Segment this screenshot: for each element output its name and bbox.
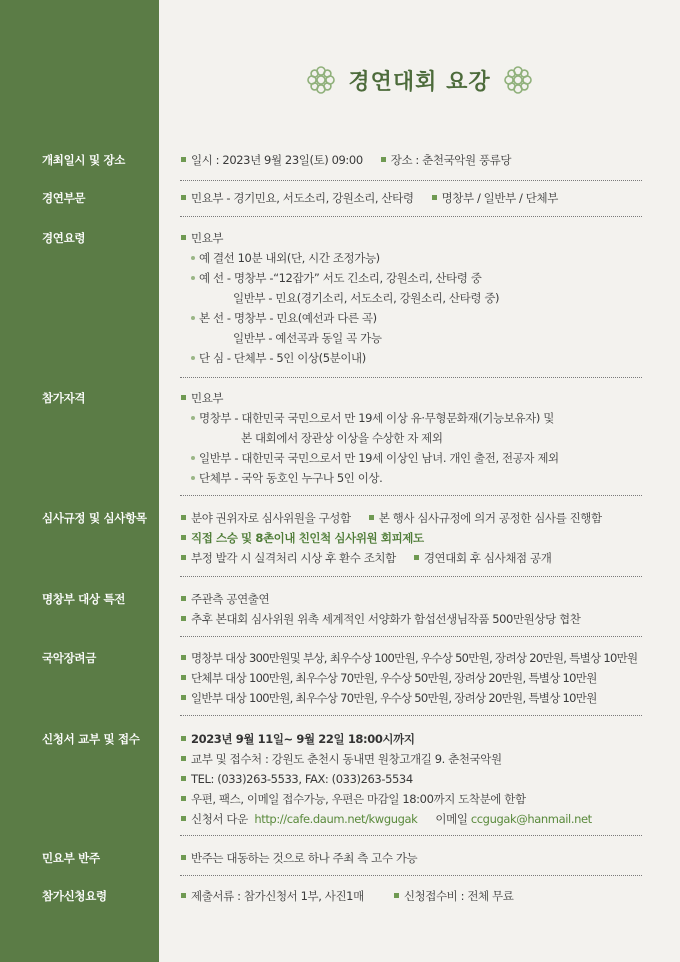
divider [180, 576, 642, 577]
email-link[interactable]: ccgugak@hanmail.net [470, 812, 592, 826]
bullet-icon [181, 195, 186, 200]
dot-icon [191, 316, 195, 320]
label-accompany: 민요부 반주 [42, 851, 100, 865]
bullet-icon [181, 235, 186, 240]
divider [180, 377, 642, 378]
dot-icon [191, 456, 195, 460]
qualification-line: 명창부 - 대한민국 국민으로서 만 19세 이상 유·무형문화재(기능보유자) 및 [181, 408, 630, 428]
method-line: 일반부 - 민요(경기소리, 서도소리, 강원소리, 산타령 중) [233, 291, 500, 305]
application-address: 교부 및 접수처 : 강원도 춘천시 동내면 원창고개길 9. 춘천국악원 [191, 752, 502, 766]
ornament-left-icon [306, 65, 336, 95]
bullet-icon [394, 893, 399, 898]
sidebar [0, 0, 159, 962]
bullet-icon [181, 776, 186, 781]
bullet-icon [181, 756, 186, 761]
bullet-icon [181, 395, 186, 400]
dot-icon [191, 356, 195, 360]
label-benefit: 명창부 대상 특전 [42, 592, 126, 606]
bullet-icon [181, 515, 186, 520]
ornament-right-icon [503, 65, 533, 95]
label-application: 신청서 교부 및 접수 [42, 732, 140, 746]
label-howto: 참가신청요령 [42, 889, 107, 903]
method-line: 일반부 - 예선곡과 동일 곡 가능 [233, 331, 382, 345]
bullet-icon [181, 893, 186, 898]
place-text: 장소 : 춘천국악원 풍류당 [390, 153, 512, 167]
application-method: 우편, 팩스, 이메일 접수가능, 우편은 마감일 18:00까지 도착분에 한함 [191, 792, 526, 806]
judging-highlight: 직접 스승 및 8촌이내 친인척 심사위원 회피제도 [191, 531, 424, 545]
dot-icon [191, 416, 195, 420]
bullet-icon [381, 157, 386, 162]
bullet-icon [369, 515, 374, 520]
method-head: 민요부 [191, 231, 224, 245]
bullet-icon [181, 616, 186, 621]
divider [180, 875, 642, 876]
page-title: 경연대회 요강 [348, 69, 491, 95]
divider [180, 636, 642, 637]
bullet-icon [181, 816, 186, 821]
divider [180, 835, 642, 836]
bullet-icon [181, 675, 186, 680]
label-category: 경연부문 [42, 191, 86, 205]
dot-icon [191, 476, 195, 480]
divider [180, 216, 642, 217]
date-text: 일시 : 2023년 9월 23일(토) 09:00 [191, 153, 363, 167]
download-link[interactable]: http://cafe.daum.net/kwgugak [254, 812, 418, 826]
label-judging: 심사규정 및 심사항목 [42, 511, 147, 525]
bullet-icon [181, 555, 186, 560]
qualification-line: 일반부 - 대한민국 국민으로서 만 19세 이상인 남녀. 개인 출전, 전공자 제외 [181, 448, 630, 468]
method-line: 예 결선 10분 내외(단, 시간 조정가능) [181, 248, 630, 268]
label-qualification: 참가자격 [42, 391, 86, 405]
method-line: 단 심 - 단체부 - 5인 이상(5분이내) [181, 348, 630, 368]
application-phone: TEL: (033)263-5533, FAX: (033)263-5534 [191, 772, 413, 786]
bullet-icon [181, 855, 186, 860]
divider [180, 715, 642, 716]
category-groups: 명창부 / 일반부 / 단체부 [441, 191, 558, 205]
label-prize: 국악장려금 [42, 651, 97, 665]
method-line: 본 선 - 명창부 - 민요(예선과 다른 곡) [181, 308, 630, 328]
dot-icon [191, 276, 195, 280]
divider [180, 495, 642, 496]
application-period: 2023년 9월 11일~ 9월 22일 18:00시까지 [191, 732, 415, 746]
bullet-icon [181, 796, 186, 801]
bullet-icon [181, 596, 186, 601]
category-minyo: 민요부 - 경기민요, 서도소리, 강원소리, 산타령 [191, 191, 414, 205]
qualification-head: 민요부 [191, 391, 224, 405]
bullet-icon [181, 695, 186, 700]
bullet-icon [181, 655, 186, 660]
bullet-icon [432, 195, 437, 200]
bullet-icon [181, 157, 186, 162]
divider [180, 180, 642, 181]
qualification-line: 본 대회에서 장관상 이상을 수상한 자 제외 [241, 431, 443, 445]
qualification-line: 단체부 - 국악 동호인 누구나 5인 이상. [181, 468, 630, 488]
bullet-icon [181, 535, 186, 540]
bullet-icon [414, 555, 419, 560]
bullet-icon [181, 736, 186, 741]
label-datetime: 개최일시 및 장소 [42, 153, 126, 167]
label-method: 경연요령 [42, 231, 86, 245]
dot-icon [191, 256, 195, 260]
header [159, 58, 680, 102]
method-line: 예 선 - 명창부 -“12잡가” 서도 긴소리, 강원소리, 산타령 중 [181, 268, 630, 288]
